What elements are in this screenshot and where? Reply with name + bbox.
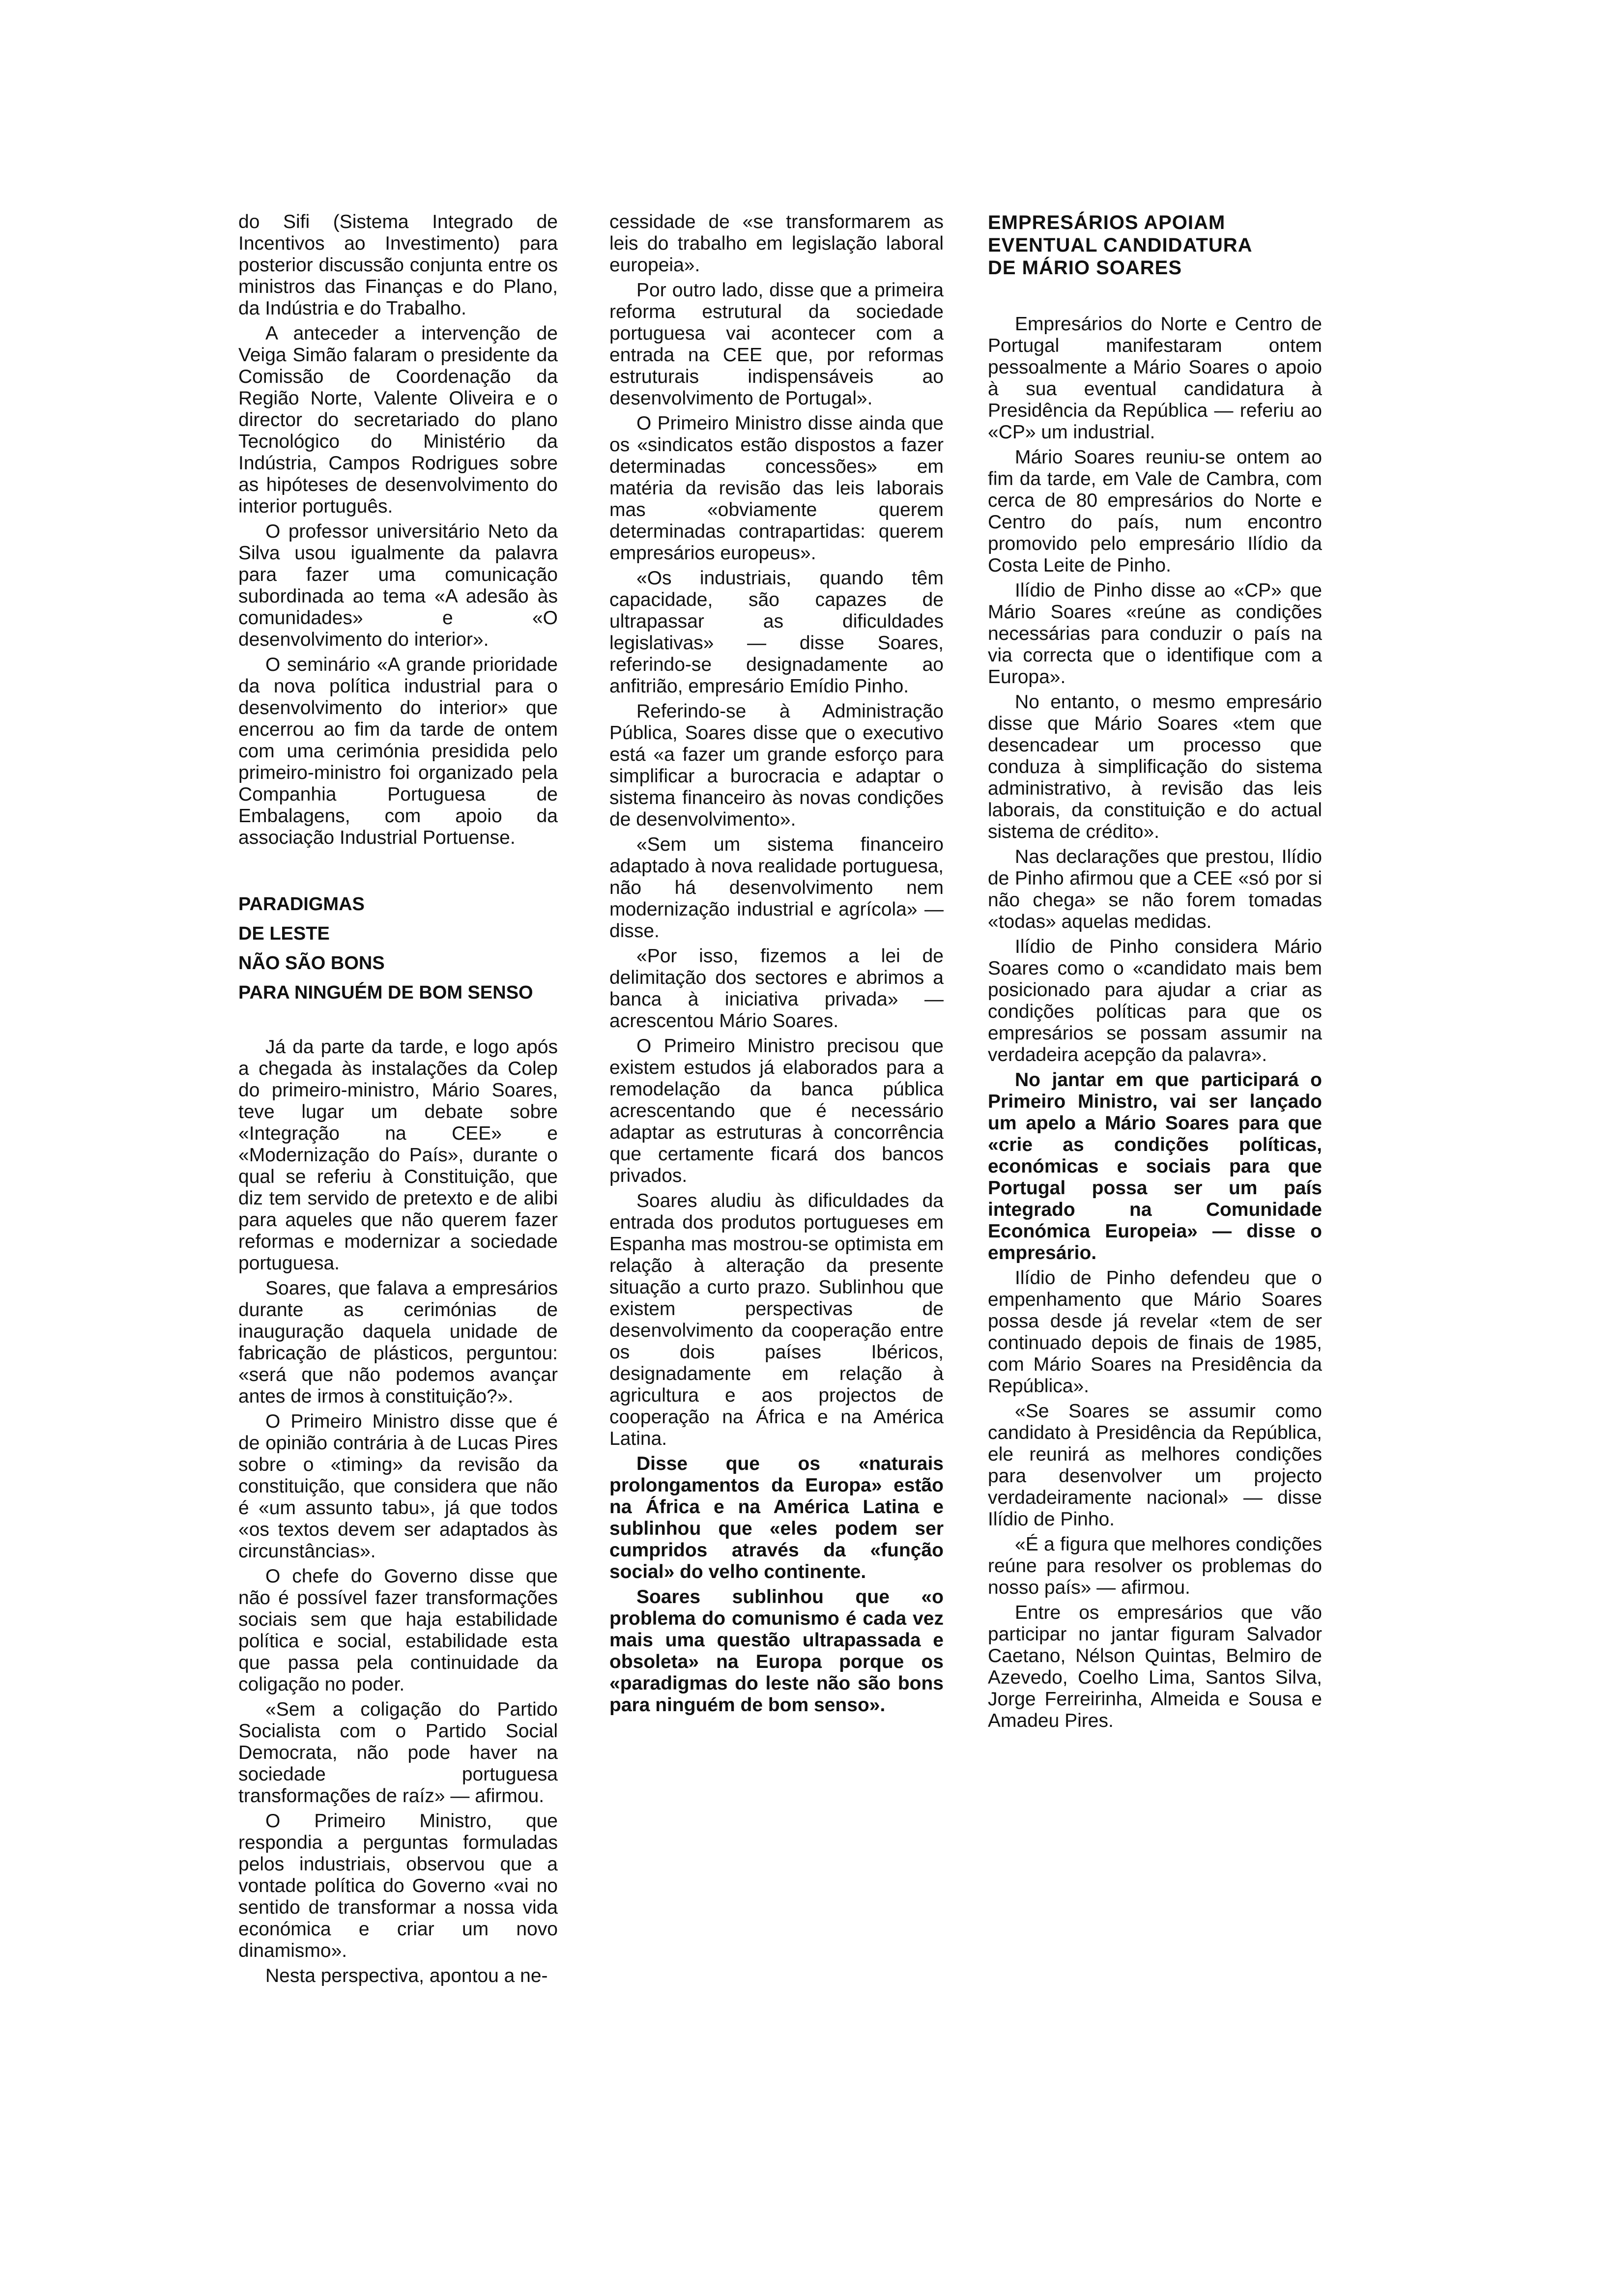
subheading-line: NÃO SÃO BONS bbox=[238, 953, 385, 974]
paragraph: cessidade de «se transformarem as leis do trabalho em legislação laboral europeia». bbox=[609, 211, 944, 276]
headline-line: EMPRESÁRIOS APOIAM bbox=[988, 212, 1226, 233]
paragraph: O Primeiro Ministro, que respondia a perguntas formuladas pelos industriais, observou que a vontade política do Governo «vai no sentido de transformar a nossa vida económica e criar um novo dinamismo». bbox=[238, 1810, 558, 1961]
article-column-3 bbox=[988, 211, 1322, 1735]
paragraph: No entanto, o mesmo empresário disse que Mário Soares «tem que desencadear um processo que conduza à simplificação do sistema administrativo, à revisão das leis laborais, da constituição e do actual sistema de crédito». bbox=[988, 691, 1322, 842]
paragraph: A anteceder a intervenção de Veiga Simão falaram o presidente da Comissão de Coordenação da Região Norte, Valente Oliveira e o director do secretariado do plano Tecnológico do Ministério da Indústria, Campos Rodrigues sobre as hipóteses de desenvolvimento do interior português. bbox=[238, 323, 558, 517]
paragraph: Nesta perspectiva, apontou a ne- bbox=[265, 1965, 548, 1986]
article-column-1 bbox=[238, 211, 558, 1990]
paragraph: «Sem a coligação do Partido Socialista com o Partido Social Democrata, não pode haver na sociedade portuguesa transformações de raíz» — afirmou. bbox=[238, 1699, 558, 1807]
paragraph: Ilídio de Pinho defendeu que o empenhamento que Mário Soares possa desde já revelar «tem de ser continuado depois de finais de 1985, com Mário Soares na Presidência da República». bbox=[988, 1267, 1322, 1397]
subheading-block bbox=[238, 893, 558, 1004]
paragraph: «Os industriais, quando têm capacidade, são capazes de ultrapassar as dificuldades legislativas» — disse Soares, referindo-se designadamente ao anfitrião, empresário Emídio Pinho. bbox=[609, 568, 944, 697]
paragraph: Soares, que falava a empresários durante as cerimónias de inauguração daquela unidade de fabricação de plásticos, perguntou: «será que não podemos avançar antes de irmos à constituição?». bbox=[238, 1278, 558, 1407]
article-column-2 bbox=[609, 211, 944, 1720]
paragraph: Soares sublinhou que «o problema do comunismo é cada vez mais uma questão ultrapassada e obsoleta» na Europa porque os «paradigmas do leste não são bons para ninguém de bom senso». bbox=[609, 1586, 944, 1716]
paragraph: No jantar em que participará o Primeiro Ministro, vai ser lançado um apelo a Mário Soares para que «crie as condições políticas, económicas e sociais para que Portugal possa ser um país integrado na Comunidade Económica Europeia» — disse o empresário. bbox=[988, 1069, 1322, 1263]
paragraph: Referindo-se à Administração Pública, Soares disse que o executivo está «a fazer um grande esforço para simplificar a burocracia e adaptar o sistema financeiro às novas condições de desenvolvimento». bbox=[609, 701, 944, 830]
paragraph: Mário Soares reuniu-se ontem ao fim da tarde, em Vale de Cambra, com cerca de 80 empresários do Norte e Centro do país, num encontro promovido pelo empresário Ilídio da Costa Leite de Pinho. bbox=[988, 447, 1322, 576]
paragraph: «Por isso, fizemos a lei de delimitação dos sectores e abrimos a banca à iniciativa privada» — acrescentou Mário Soares. bbox=[609, 946, 944, 1032]
paragraph: Por outro lado, disse que a primeira reforma estrutural da sociedade portuguesa vai acontecer com a entrada na CEE que, por reformas estruturais indispensáveis ao desenvolvimento de Portugal». bbox=[609, 280, 944, 409]
paragraph: Soares aludiu às dificuldades da entrada dos produtos portugueses em Espanha mas mostrou-se optimista em relação à alteração da presente situação a curto prazo. Sublinhou que existem perspectivas de desenvolvimento da cooperação entre os dois países Ibéricos, designadamente em relação à agricultura e aos projectos de cooperação na África e na América Latina. bbox=[609, 1190, 944, 1449]
subheading-line: PARA NINGUÉM DE BOM SENSO bbox=[238, 982, 533, 1003]
paragraph: O Primeiro Ministro precisou que existem estudos já elaborados para a remodelação da banca pública acrescentando que é necessário adaptar as estruturas à concorrência que certamente ficará dos bancos privados. bbox=[609, 1035, 944, 1186]
paragraph: «Se Soares se assumir como candidato à Presidência da República, ele reunirá as melhores condições para desenvolver um projecto verdadeiramente nacional» — disse Ilídio de Pinho. bbox=[988, 1401, 1322, 1530]
paragraph: «É a figura que melhores condições reúne para resolver os problemas do nosso país» — afirmou. bbox=[988, 1534, 1322, 1598]
paragraph: Ilídio de Pinho considera Mário Soares como o «candidato mais bem posicionado para ajudar a criar as condições políticas para que os empresários se possam assumir na verdadeira acepção da palavra». bbox=[988, 936, 1322, 1065]
paragraph: O chefe do Governo disse que não é possível fazer transformações sociais sem que haja estabilidade política e social, estabilidade esta que passa pela continuidade da coligação no poder. bbox=[238, 1566, 558, 1695]
paragraph: O professor universitário Neto da Silva usou igualmente da palavra para fazer uma comunicação subordinada ao tema «A adesão às comunidades» e «O desenvolvimento do interior». bbox=[238, 521, 558, 650]
paragraph: O Primeiro Ministro disse que é de opinião contrária à de Lucas Pires sobre o «timing» da revisão da constituição, que considera que não é «um assunto tabu», já que todos «os textos devem ser adaptados às circunstâncias». bbox=[238, 1411, 558, 1562]
paragraph: O seminário «A grande prioridade da nova política industrial para o desenvolvimento do interior» que encerrou ao fim da tarde de ontem com uma cerimónia presidida pelo primeiro-ministro foi organizado pela Companhia Portuguesa de Embalagens, com apoio da associação Industrial Portuense. bbox=[238, 654, 558, 848]
paragraph: do Sifi (Sistema Integrado de Incentivos ao Investimento) para posterior discussão conjunta entre os ministros das Finanças e do Plano, da Indústria e do Trabalho. bbox=[238, 211, 558, 319]
paragraph: O Primeiro Ministro disse ainda que os «sindicatos estão dispostos a fazer determinadas concessões» em matéria da revisão das leis laborais mas «obviamente querem determinadas contrapartidas: querem empresários europeus». bbox=[609, 413, 944, 564]
headline-line: DE MÁRIO SOARES bbox=[988, 257, 1182, 279]
subheading-line: DE LESTE bbox=[238, 923, 330, 944]
paragraph: Disse que os «naturais prolongamentos da Europa» estão na África e na América Latina e sublinhou que «eles podem ser cumpridos através da «função social» do velho continente. bbox=[609, 1453, 944, 1582]
paragraph: Nas declarações que prestou, Ilídio de Pinho afirmou que a CEE «só por si não chega» se não forem tomadas «todas» aquelas medidas. bbox=[988, 846, 1322, 932]
paragraph: Empresários do Norte e Centro de Portugal manifestaram ontem pessoalmente a Mário Soares o apoio à sua eventual candidatura à Presidência da República — referiu ao «CP» um industrial. bbox=[988, 314, 1322, 443]
paragraph: «Sem um sistema financeiro adaptado à nova realidade portuguesa, não há desenvolvimento nem modernização industrial e agrícola» — disse. bbox=[609, 834, 944, 942]
subheading-line: PARADIGMAS bbox=[238, 894, 365, 915]
paragraph: Já da parte da tarde, e logo após a chegada às instalações da Colep do primeiro-ministro, Mário Soares, teve lugar um debate sobre «Integração na CEE» e «Modernização do País», durante o qual se referiu à Constituição, que diz tem servido de pretexto e de alibi para aqueles que não querem fazer reformas e modernizar a sociedade portuguesa. bbox=[238, 1036, 558, 1274]
paragraph: Entre os empresários que vão participar no jantar figuram Salvador Caetano, Nélson Quintas, Belmiro de Azevedo, Coelho Lima, Santos Silva, Jorge Ferreirinha, Almeida e Sousa e Amadeu Pires. bbox=[988, 1602, 1322, 1731]
article-headline bbox=[988, 211, 1322, 279]
headline-line: EVENTUAL CANDIDATURA bbox=[988, 234, 1253, 256]
paragraph: Ilídio de Pinho disse ao «CP» que Mário Soares «reúne as condições necessárias para conduzir o país na via correcta que o identifique com a Europa». bbox=[988, 580, 1322, 688]
